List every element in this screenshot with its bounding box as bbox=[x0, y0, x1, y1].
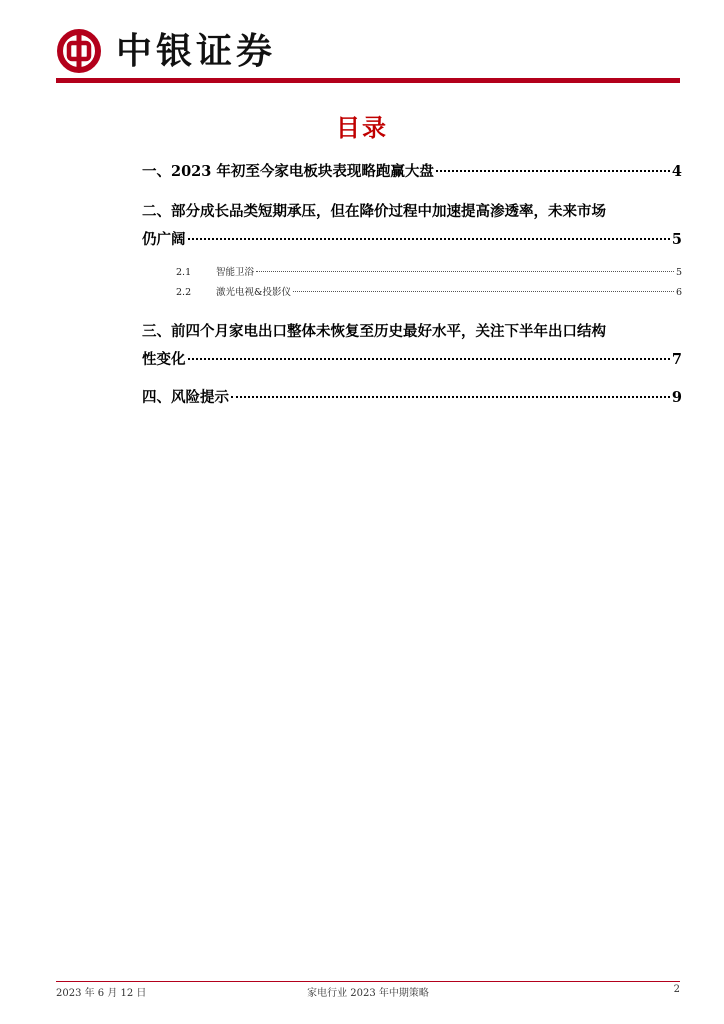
toc-leader-dots bbox=[188, 358, 670, 360]
toc-entry-3[interactable] bbox=[142, 318, 682, 374]
bank-of-china-logo-icon bbox=[56, 28, 102, 74]
toc-subentry-text: 激光电视&投影仪 bbox=[216, 287, 291, 298]
table-of-contents bbox=[142, 158, 682, 412]
toc-leader-dots bbox=[436, 170, 670, 172]
page-header bbox=[0, 0, 724, 90]
toc-entry-4[interactable] bbox=[142, 384, 682, 412]
toc-entry-text: 四、风险提示 bbox=[142, 389, 229, 406]
toc-page-number: 9 bbox=[671, 389, 682, 406]
toc-entry-text-continued: 性变化 bbox=[142, 351, 186, 368]
toc-page-number: 7 bbox=[671, 351, 682, 368]
toc-subentry-number: 2.1 bbox=[176, 267, 192, 278]
toc-entry-text: 二、部分成长品类短期承压，但在降价过程中加速提高渗透率，未来市场 bbox=[142, 203, 606, 220]
toc-title: 目录 bbox=[336, 114, 388, 142]
report-date: 2023 年 6 月 12 日 bbox=[56, 988, 147, 999]
toc-page-number: 5 bbox=[675, 267, 682, 278]
toc-entry-text: 一、2023 年初至今家电板块表现略跑赢大盘 bbox=[142, 163, 434, 180]
toc-page-number: 5 bbox=[671, 231, 682, 248]
toc-entry-2[interactable] bbox=[142, 198, 682, 254]
footer-divider bbox=[56, 981, 680, 982]
toc-subentry-number: 2.2 bbox=[176, 287, 192, 298]
header-divider bbox=[56, 78, 680, 83]
report-title: 家电行业 2023 年中期策略 bbox=[307, 988, 429, 999]
toc-page-number: 4 bbox=[671, 163, 682, 180]
toc-leader-dots bbox=[256, 271, 674, 272]
toc-page-number: 6 bbox=[675, 287, 682, 298]
toc-entry-text-continued: 仍广阔 bbox=[142, 231, 186, 248]
page-number: 2 bbox=[673, 984, 680, 995]
toc-leader-dots bbox=[293, 291, 674, 292]
toc-subentry-text: 智能卫浴 bbox=[216, 267, 255, 278]
toc-leader-dots bbox=[188, 238, 670, 240]
toc-entry-text: 三、前四个月家电出口整体未恢复至历史最好水平，关注下半年出口结构 bbox=[142, 323, 606, 340]
toc-leader-dots bbox=[231, 396, 670, 398]
toc-entry-1[interactable] bbox=[142, 158, 682, 186]
toc-subentry-2-2[interactable] bbox=[142, 286, 682, 300]
brand-name: 中银证券 bbox=[116, 31, 277, 72]
toc-subentry-2-1[interactable] bbox=[142, 266, 682, 280]
page-footer bbox=[56, 984, 680, 1000]
